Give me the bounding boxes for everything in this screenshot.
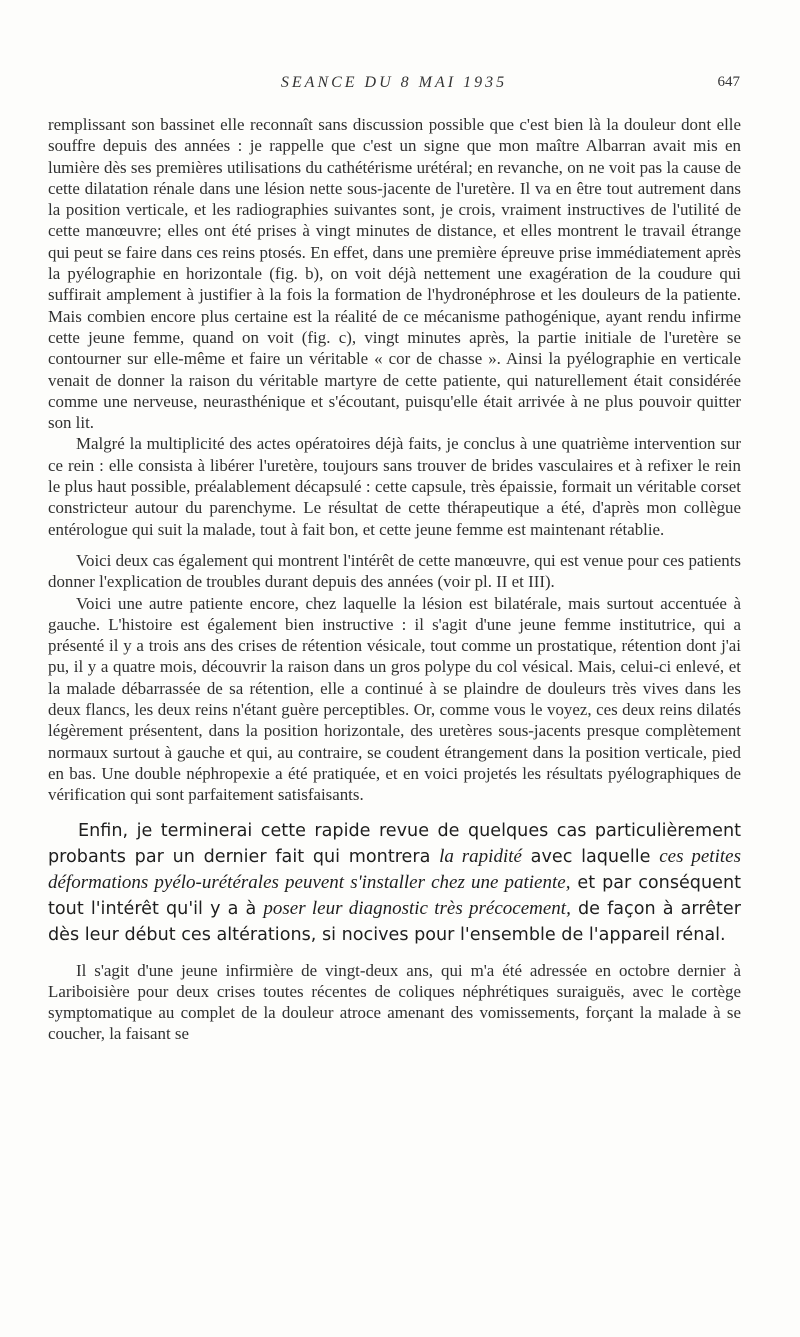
highlight-paragraph xyxy=(48,818,741,948)
page-header xyxy=(48,74,740,96)
highlight-text-4: de façon à arrêter dès leur début ces altérations, si nocives pour l'ensemble de l'appareil rénal. xyxy=(48,898,741,945)
highlight-text-2: avec laquelle xyxy=(521,846,660,867)
highlight-emphasis-1: la rapidité xyxy=(439,845,522,867)
page-number: 647 xyxy=(717,74,740,90)
paragraph-3: Voici deux cas également qui montrent l'intérêt de cette manœuvre, qui est venue pour ces patients donner l'explication de troubles durant depuis des années (voir pl. II et III). xyxy=(48,550,742,592)
body-text xyxy=(48,114,741,1045)
paragraph-2: Malgré la multiplicité des actes opératoires déjà faits, je conclus à une quatrième intervention sur ce rein : elle consista à libérer l'uretère, toujours sans trouver de brides vasculaires et à refixer le rein le plus haut possible, préalablement décapsulé : cette capsule, très épaissie, formait un véritable corset constricteur autour du parenchyme. Le résultat de cette thérapeutique a été, d'après mon collègue entérologue qui suit la malade, tout à fait bon, et cette jeune femme est maintenant rétablie. xyxy=(48,434,741,539)
running-head: SEANCE DU 8 MAI 1935 xyxy=(280,74,508,91)
highlight-text-1: Enfin, je terminerai cette rapide revue de quelques cas particulièrement probants par un dernier fait qui montrera xyxy=(48,820,741,867)
paragraph-4: Voici une autre patiente encore, chez laquelle la lésion est bilatérale, mais surtout accentuée à gauche. L'histoire est également bien instructive : il s'agit d'une jeune femme institutrice, qui a présenté il y a trois ans des crises de rétention vésicale, tout comme un prostatique, rétention dont j'ai pu, il y a quatre mois, découvrir la raison dans un gros polype du col vésical. Mais, celui-ci enlevé, et la malade débarrassée de sa rétention, elle a continué à se plaindre de douleurs très vives dans les deux flancs, les deux reins n'étant guère perceptibles. Or, comme vous le voyez, ces deux reins dilatés légèrement présentent, dans la position horizontale, des uretères sous-jacents presque complètement normaux surtout à gauche et qui, au contraire, se coudent étrangement dans la position verticale, pied en bas. Une double néphropexie a été pratiquée, et en voici projetés les résultats pyélographiques de vérification qui sont parfaitement satisfaisants. xyxy=(48,593,741,805)
last-paragraph: Il s'agit d'une jeune infirmière de vingt-deux ans, qui m'a été adressée en octobre dernier à Lariboisière pour deux crises toutes récentes de coliques néphrétiques suraiguës, avec le cortège symptomatique au complet de la douleur atroce amenant des vomissements, forçant la malade à se coucher, la faisant se xyxy=(48,960,741,1044)
highlight-emphasis-3: poser leur diagnostic très précocement, xyxy=(263,897,571,919)
highlight-emphasis-2: ces petites déformations pyélo-urétérales peuvent s'installer chez une patiente, xyxy=(48,845,741,893)
highlight-text-3: et par conséquent tout l'intérêt qu'il y a à xyxy=(48,872,741,919)
paragraph-1: remplissant son bassinet elle reconnaît sans discussion possible que c'est bien là la douleur dont elle souffre depuis des années : je rappelle que c'est un signe que mon maître Albarran avait mis en lumière dès ses premières utilisations du cathétérisme urétéral; en revanche, on ne voit pas la cause de cette dilatation rénale dans une lésion nette sous-jacente de l'uretère. Il va en être tout autrement dans la position verticale, et les radiographies suivantes sont, je crois, vraiment instructives de l'utilité de cette manœuvre; elles ont été prises à vingt minutes de distance, et elles montrent le travail étrange qui peut se faire dans ces reins ptosés. En effet, dans une première épreuve prise immédiatement après la pyélographie en horizontale (fig. b), on voit déjà nettement une exagération de la coudure qui suffirait amplement à justifier à la fois la formation de l'hydronéphrose et les douleurs de la patiente. Mais combien encore plus certaine est la réalité de ce mécanisme pathogénique, ayant rendu infirme cette jeune femme, quand on voit (fig. c), vingt minutes après, la partie initiale de l'uretère se contourner sur elle-même et faire un véritable « cor de chasse ». Ainsi la pyélographie en verticale venait de donner la raison du véritable martyre de cette patiente, qui naturellement était considérée comme une nerveuse, neurasthénique et s'écoutant, puisqu'elle était arrivée à ne plus pouvoir quitter son lit. xyxy=(48,115,741,433)
